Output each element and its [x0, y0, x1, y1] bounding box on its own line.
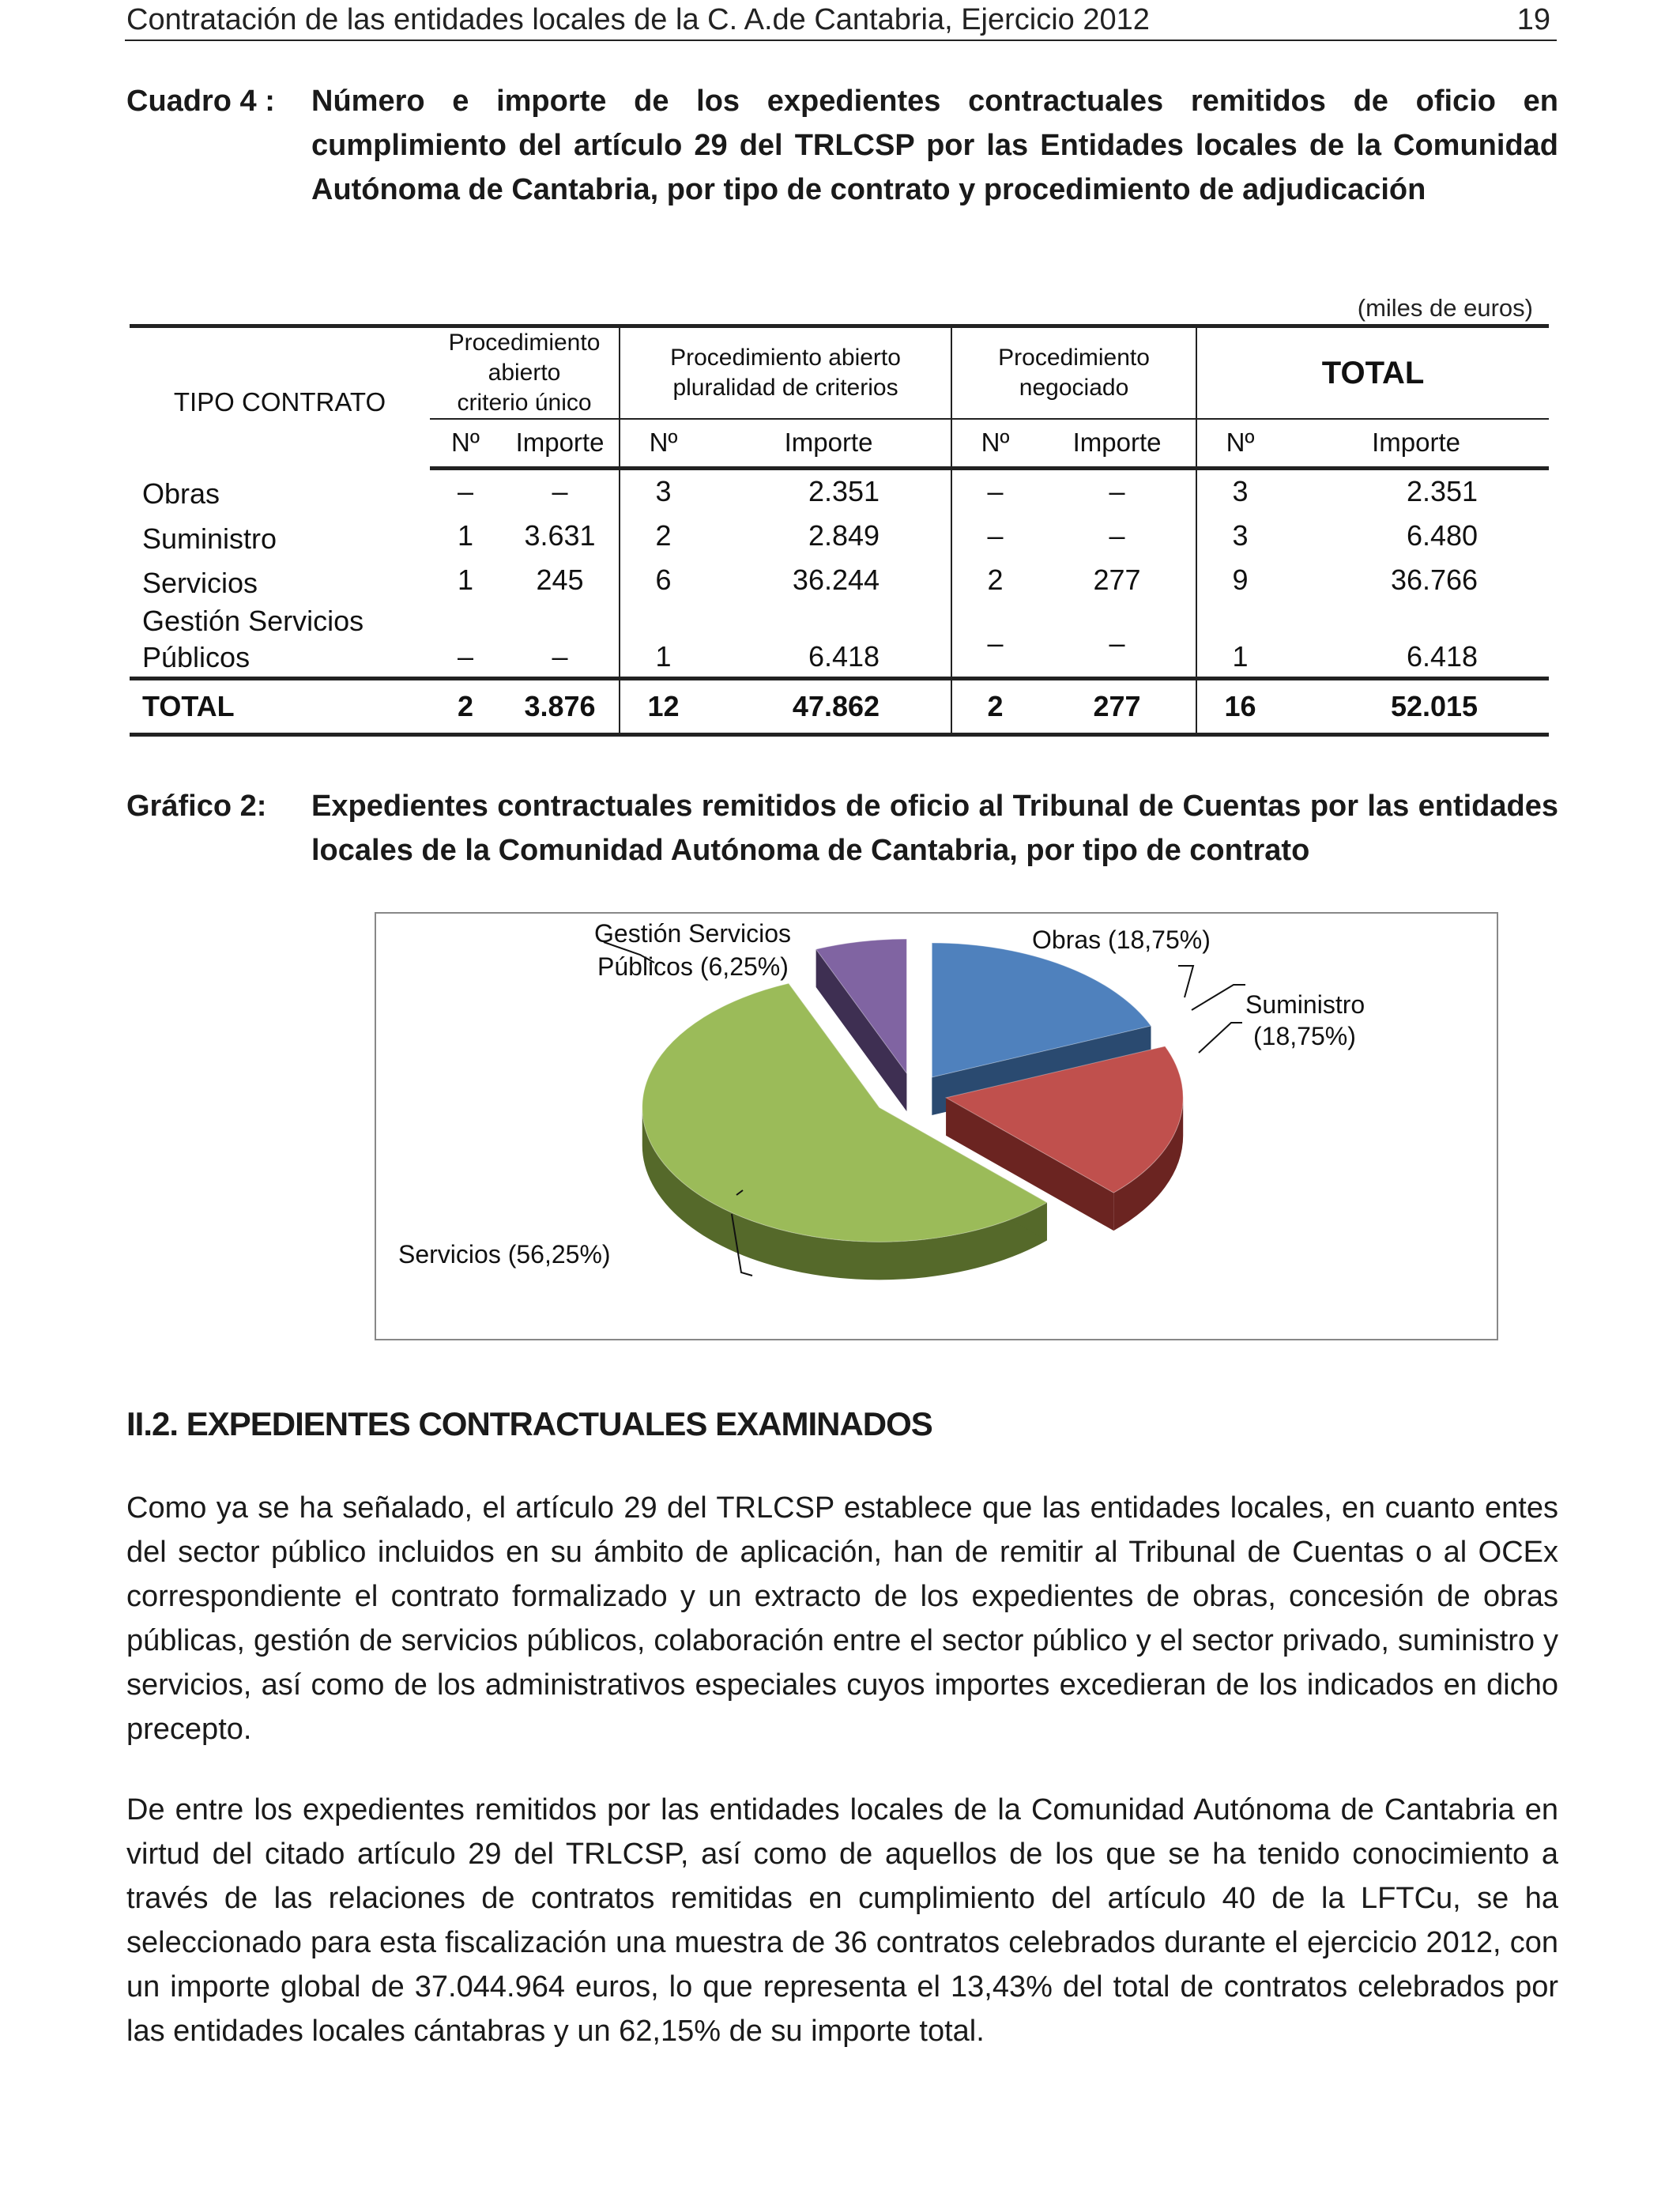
cell-value: 3.631	[524, 519, 596, 552]
cell-value: 6	[620, 558, 706, 602]
col-group-abierto-unico	[430, 326, 620, 420]
sub-header-importe: Importe	[1038, 419, 1196, 468]
page-header	[125, 0, 1557, 41]
table-row	[130, 602, 1549, 678]
chart-caption-text: Expedientes contractuales remitidos de oficio al Tribunal de Cuentas por las entidades locales de la Comunidad Autónoma de Cantabria, por tipo de contrato	[311, 790, 1558, 867]
table-row	[130, 468, 1549, 514]
slice-label-gestion: Gestión Servicios	[594, 919, 791, 948]
row-label-line2: Públicos	[142, 640, 250, 673]
sub-header-importe: Importe	[1283, 419, 1549, 468]
sub-header-no: Nº	[951, 419, 1038, 468]
cell-value: –	[1109, 475, 1125, 508]
cell-value: 47.862	[706, 678, 951, 734]
cell-value: 2.849	[808, 519, 880, 552]
cell-value: 2.351	[808, 475, 880, 508]
cell-value: 3	[1196, 514, 1283, 558]
header-title: Contratación de las entidades locales de la C. A.de Cantabria, Ejercicio 2012	[126, 3, 1150, 36]
col-header-tipo: TIPO CONTRATO	[130, 326, 430, 469]
col-group-line2: criterio único	[457, 390, 592, 416]
cell-value: 1	[457, 564, 474, 596]
cell-value: 245	[536, 564, 584, 596]
table-total-row	[130, 678, 1549, 734]
cell-value: –	[457, 475, 474, 508]
cell-value: 3.876	[501, 678, 620, 734]
row-label: Obras	[142, 477, 220, 510]
slice-label-obras: Obras (18,75%)	[1032, 925, 1211, 954]
cell-value: 277	[1093, 564, 1141, 596]
col-group-line1: Procedimiento abierto	[448, 330, 601, 386]
chart-caption-label: Gráfico 2:	[126, 790, 267, 823]
col-group-line2: pluralidad de criterios	[672, 375, 898, 401]
cell-value: 52.015	[1283, 678, 1549, 734]
leader-line	[1199, 1023, 1242, 1053]
col-group-line1: Procedimiento abierto	[670, 345, 901, 371]
cell-value: 2.351	[1406, 475, 1478, 508]
row-label	[130, 602, 430, 678]
cell-value: 277	[1038, 678, 1196, 734]
cell-value: 6.418	[1406, 639, 1478, 673]
paragraph: De entre los expedientes remitidos por las entidades locales de la Comunidad Autónoma de Cantabria en virtud del citado artículo 29 del TRLCSP, así como de aquellos de los que se ha tenido conocimiento a través de las relaciones de contratos remitidas en cumplimiento del artículo 40 de la LFTCu, se ha seleccionado para esta fiscalización una muestra de 36 contratos celebrados durante el ejercicio 2012, con un importe global de 37.044.964 euros, lo que representa el 13,43% del total de contratos celebrados por las entidades locales cántabras y un 62,15% de su importe total.	[126, 1793, 1558, 2048]
cell-value: –	[951, 602, 1038, 678]
cell-value: 1	[1196, 602, 1283, 678]
cell-value: –	[951, 514, 1038, 558]
col-group-line1: Procedimiento	[998, 345, 1150, 371]
col-group-abierto-pluralidad	[620, 326, 951, 420]
leader-line	[1178, 966, 1193, 997]
pie-chart-frame	[375, 912, 1498, 1340]
cell-value: 3	[620, 468, 706, 514]
slice-label-servicios: Servicios (56,25%)	[398, 1240, 611, 1269]
cell-value: –	[552, 475, 568, 508]
cell-value: 9	[1196, 558, 1283, 602]
contracts-table	[130, 324, 1549, 737]
leader-line	[1192, 985, 1245, 1010]
sub-header-no: Nº	[1196, 419, 1283, 468]
section-title: II.2. EXPEDIENTES CONTRACTUALES EXAMINADOS	[126, 1405, 932, 1442]
cell-value: –	[951, 468, 1038, 514]
cell-value: 6.418	[808, 639, 880, 673]
cell-value: 3	[1196, 468, 1283, 514]
table-row	[130, 514, 1549, 558]
row-label: Servicios	[142, 567, 258, 599]
cell-value: –	[1109, 626, 1125, 659]
table-caption-text: Número e importe de los expedientes contractuales remitidos de oficio en cumplimiento del artículo 29 del TRLCSP por las Entidades locales de la Comunidad Autónoma de Cantabria, por tipo de contrato y procedimiento de adjudicación	[311, 85, 1558, 206]
cell-value: 12	[620, 678, 706, 734]
sub-header-no: Nº	[620, 419, 706, 468]
sub-header-importe: Importe	[501, 419, 620, 468]
cell-value: –	[457, 639, 474, 673]
table-row	[130, 558, 1549, 602]
col-group-negociado	[951, 326, 1196, 420]
cell-value: 2	[951, 558, 1038, 602]
slice-label-suministro: Suministro	[1245, 990, 1365, 1019]
row-label: TOTAL	[130, 678, 430, 734]
cell-value: 2	[951, 678, 1038, 734]
sub-header-importe: Importe	[706, 419, 951, 468]
pie-chart	[376, 914, 1497, 1339]
cell-value: 1	[457, 519, 474, 552]
page-number: 19	[1516, 3, 1550, 36]
units-note: (miles de euros)	[1357, 294, 1533, 322]
cell-value: 1	[620, 602, 706, 678]
col-group-total: TOTAL	[1196, 326, 1549, 420]
sub-header-no: Nº	[430, 419, 501, 468]
paragraph: Como ya se ha señalado, el artículo 29 del TRLCSP establece que las entidades locales, en cuanto entes del sector público incluidos en su ámbito de aplicación, han de remitir al Tribunal de Cuentas o al OCEx correspondiente el contrato formalizado y un extracto de los expedientes de obras, concesión de obras públicas, gestión de servicios públicos, colaboración entre el sector público y el sector privado, suministro y servicios, así como de los administrativos especiales cuyos importes excedieran de los indicados en dicho precepto.	[126, 1491, 1558, 1746]
cell-value: 36.244	[792, 564, 880, 596]
cell-value: 2	[430, 678, 501, 734]
cell-value: 36.766	[1390, 564, 1478, 596]
slice-label-gestion: Públicos (6,25%)	[597, 952, 789, 981]
row-label-line1: Gestión Servicios	[142, 604, 364, 637]
cell-value: 6.480	[1406, 519, 1478, 552]
cell-value: 2	[620, 514, 706, 558]
row-label: Suministro	[142, 522, 277, 555]
cell-value: –	[1109, 519, 1125, 552]
cell-value: –	[552, 639, 568, 673]
cell-value: 16	[1196, 678, 1283, 734]
table-caption-label: Cuadro 4 :	[126, 85, 275, 118]
col-group-line2: negociado	[1019, 375, 1129, 401]
slice-label-suministro: (18,75%)	[1253, 1022, 1356, 1050]
